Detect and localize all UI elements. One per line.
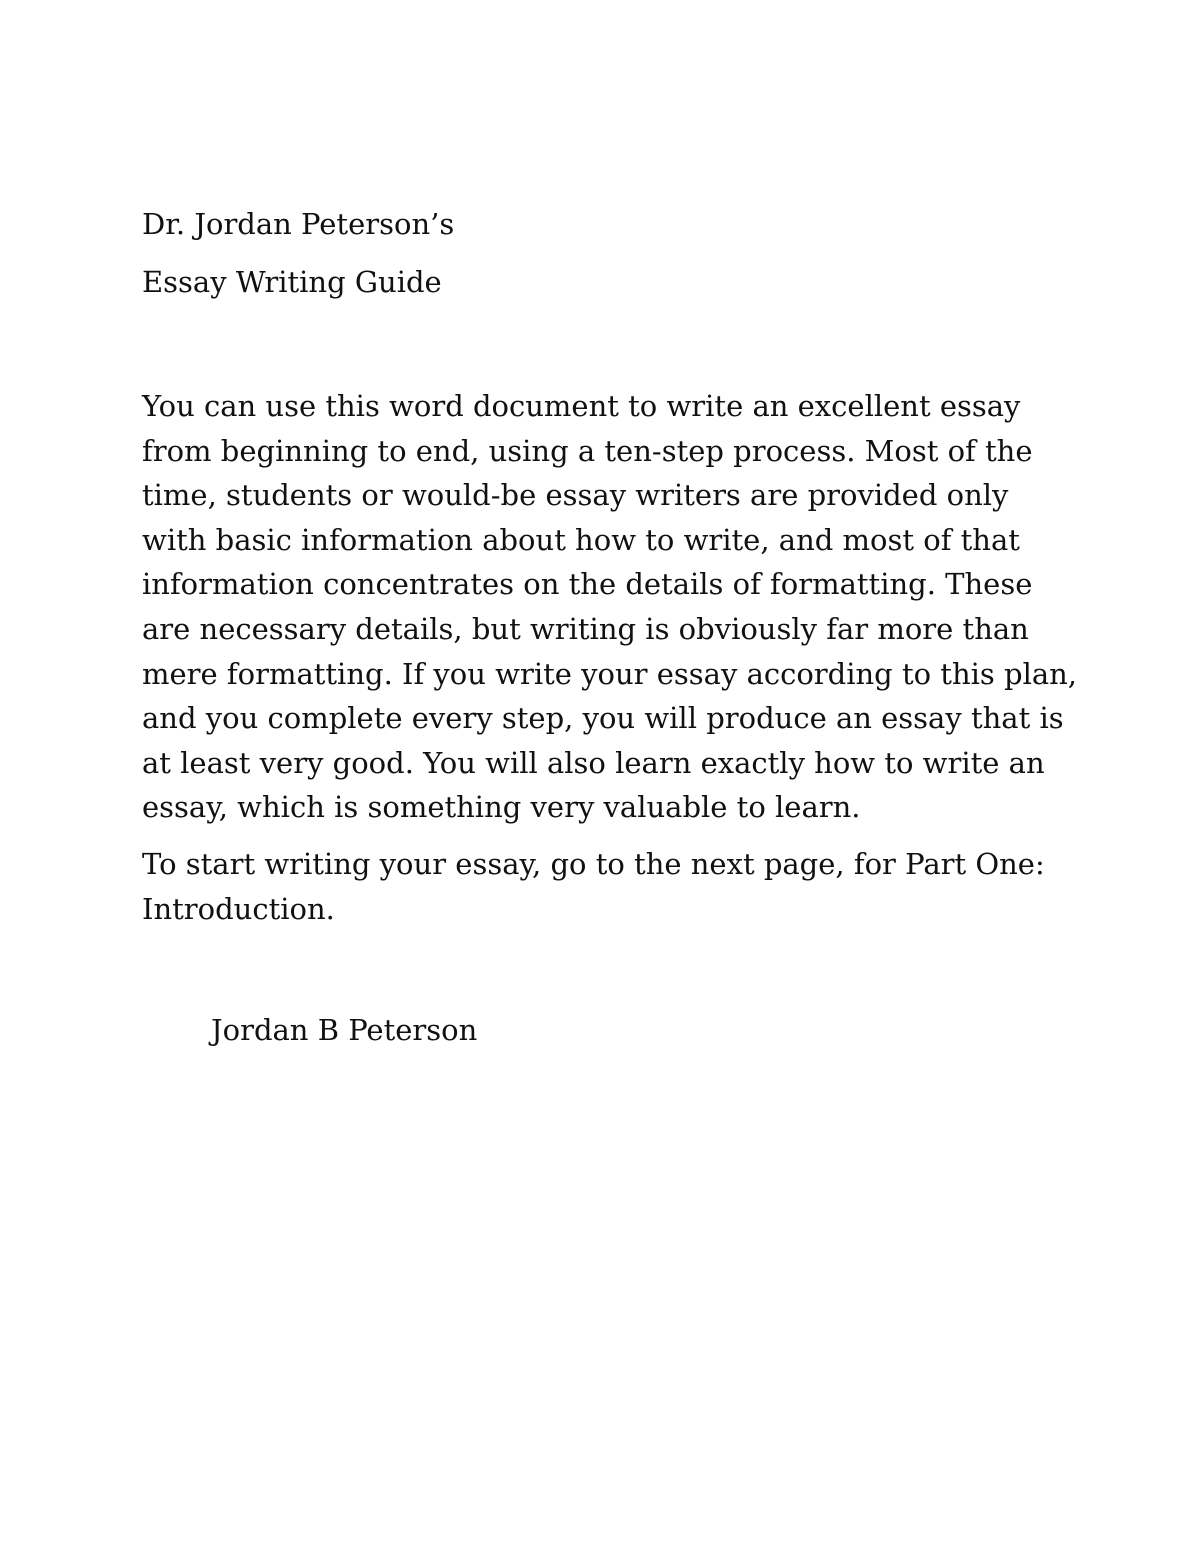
next-page-paragraph: To start writing your essay, go to the next page, for Part One: Introduction. (142, 846, 1045, 926)
signature-text: Jordan B Peterson (211, 1013, 478, 1047)
document-title (142, 202, 1082, 318)
title-line-guide: Essay Writing Guide (142, 265, 442, 299)
intro-paragraph: You can use this word document to write an excellent essay from beginning to end, using a ten-step process. Most of the time, students or would-be essay writers are provided only with basic information about how to write, and most of that information concentrates on the details of formatting. These are necessary details, but writing is obviously far more than mere formatting. If you write your essay according to this plan, and you complete every step, you will produce an essay that is at least very good. You will also learn exactly how to write an essay, which is something very valuable to learn. (142, 389, 1078, 825)
document-body (142, 384, 1082, 943)
title-line-author: Dr. Jordan Peterson’s (142, 207, 455, 241)
